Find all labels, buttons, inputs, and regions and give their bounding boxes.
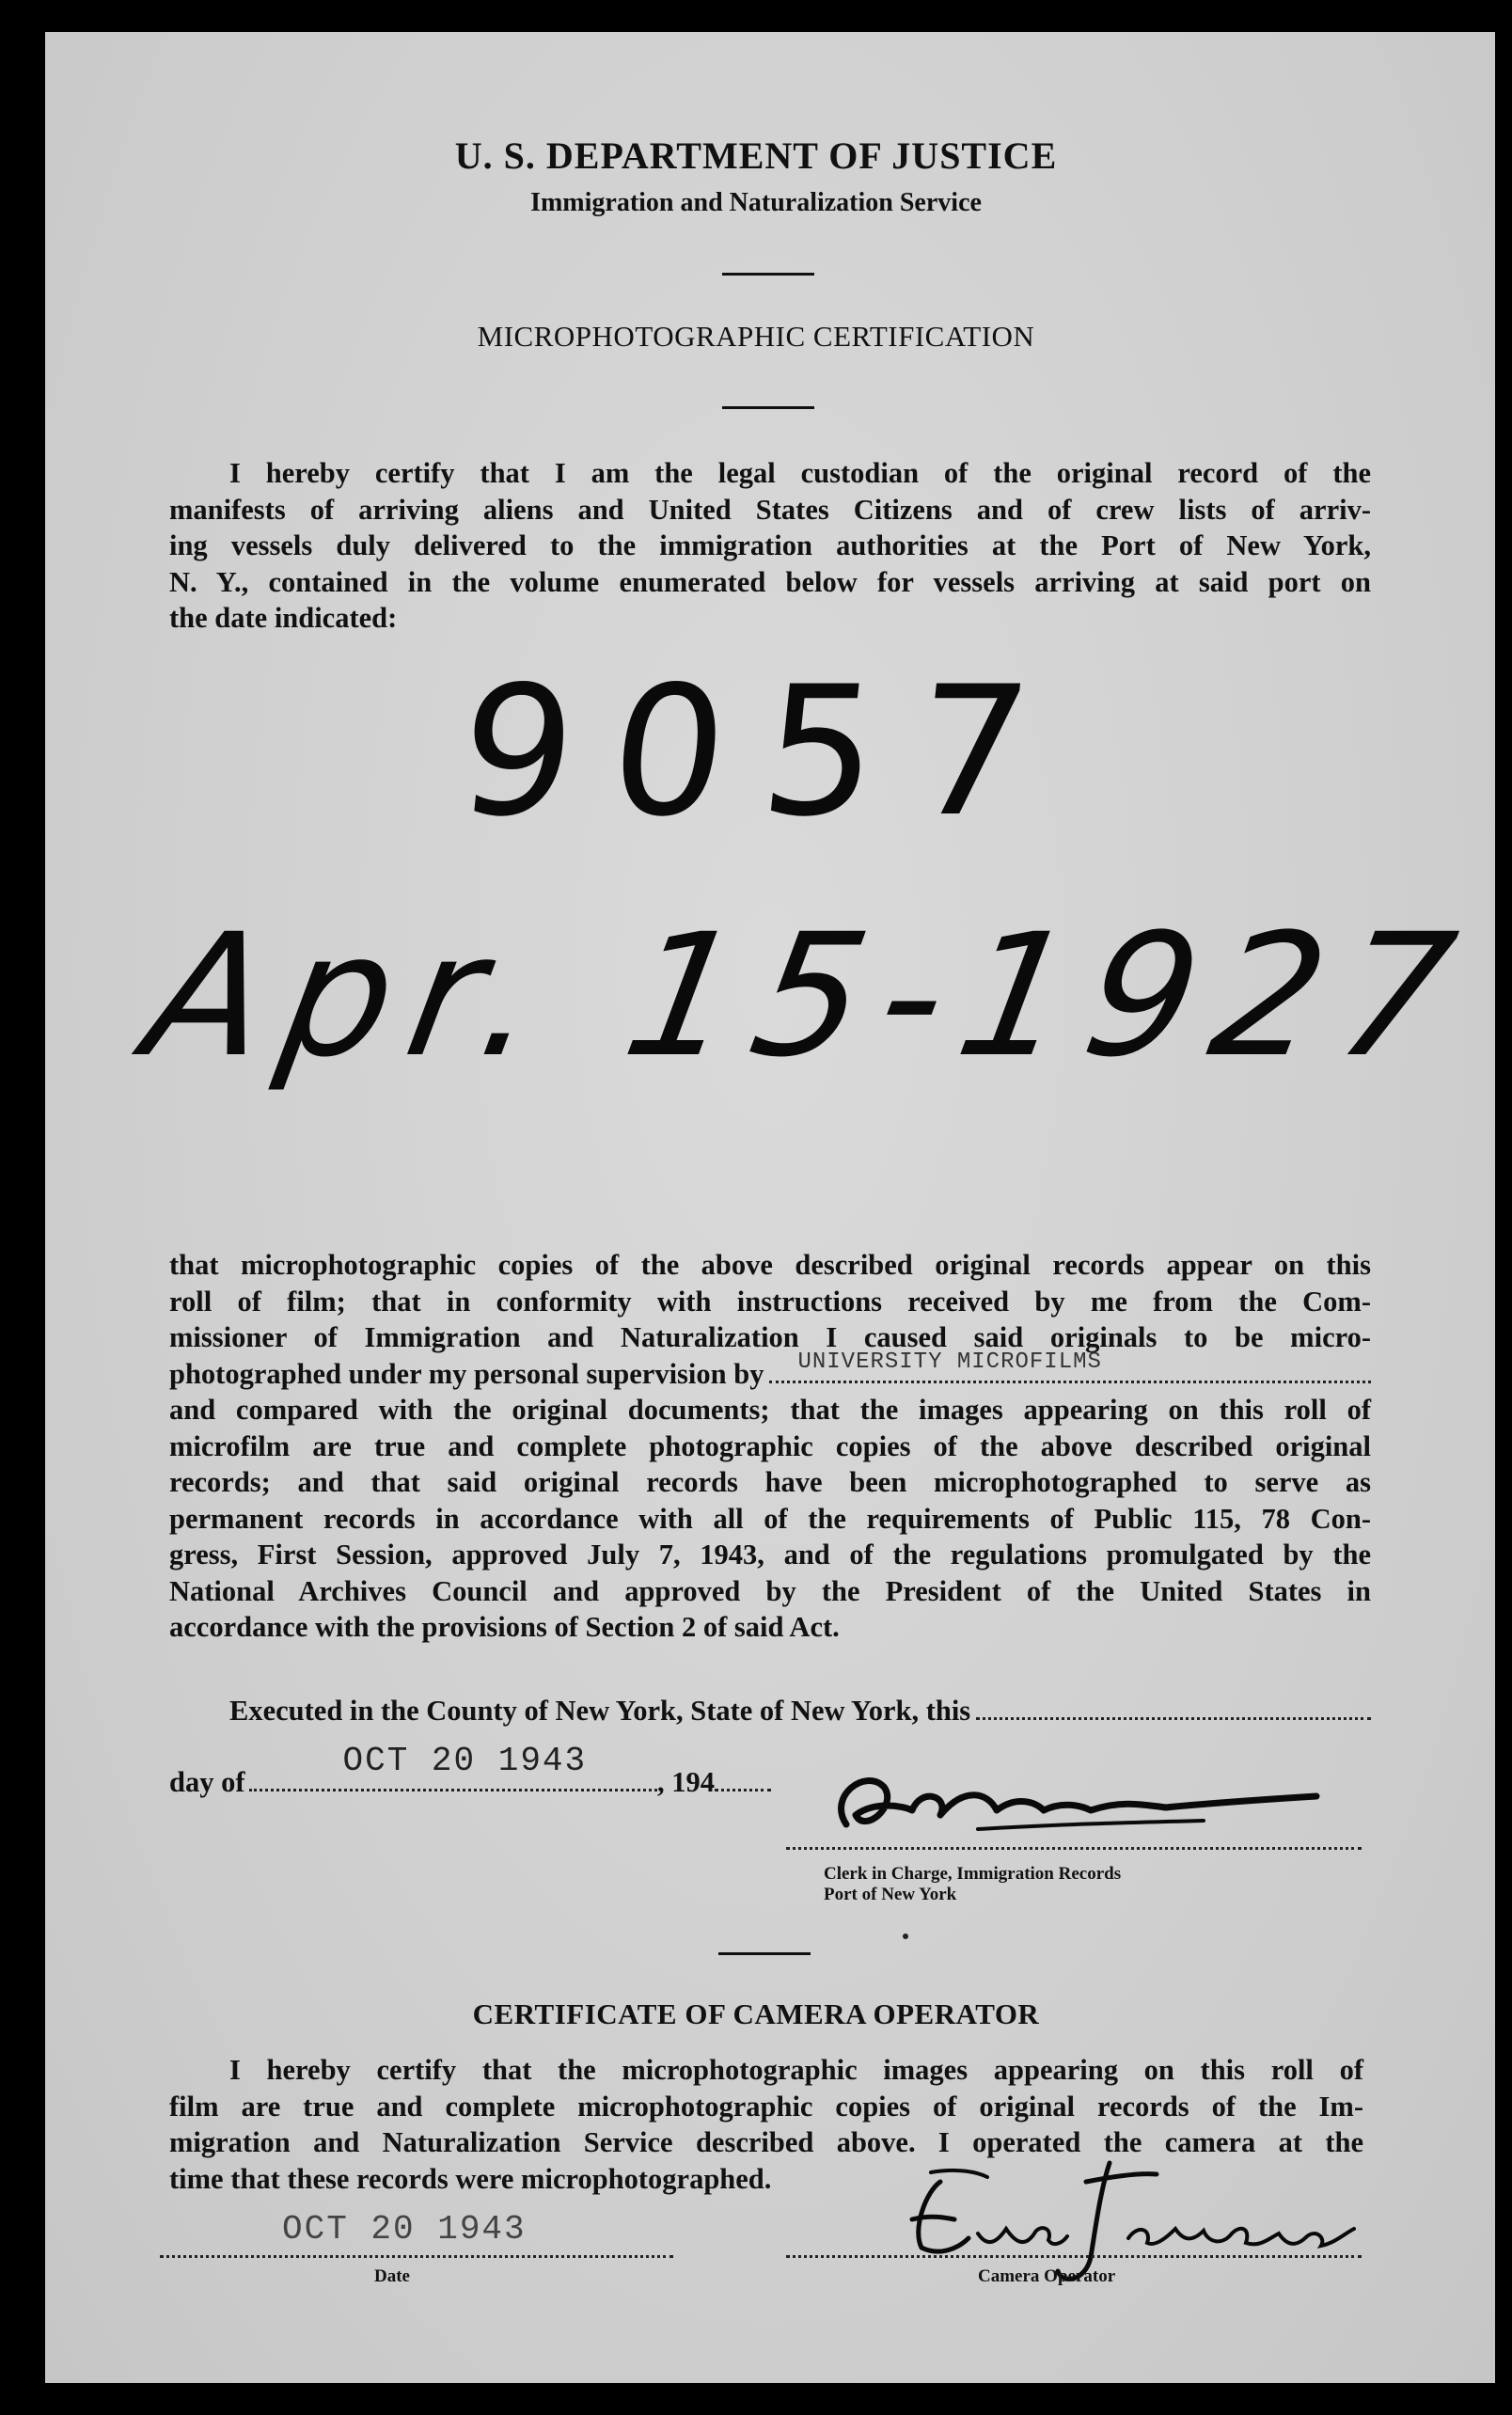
text-line: the date indicated: bbox=[169, 602, 398, 634]
text-line: roll of film; that in conformity with instructions received by me from the Com- bbox=[169, 1285, 1371, 1318]
text-line: National Archives Council and approved by the President of the United States in bbox=[169, 1574, 1371, 1607]
handwritten-volume-number: 9057 bbox=[449, 648, 1078, 856]
stamped-date: OCT 20 1943 bbox=[342, 1742, 588, 1780]
text-line: and compared with the original documents; that the images appearing on this roll of bbox=[169, 1394, 1371, 1426]
year-label: , 194 bbox=[657, 1766, 715, 1798]
text-line: N. Y., contained in the volume enumerated below for vessels arriving at said port on bbox=[169, 565, 1371, 598]
microfilm-company-stamp: UNIVERSITY MICROFILMS bbox=[797, 1349, 1102, 1375]
blank-line bbox=[976, 1698, 1371, 1720]
text-line: accordance with the provisions of Section 2 of said Act. bbox=[169, 1611, 840, 1643]
executed-line bbox=[229, 1693, 1371, 1729]
divider bbox=[722, 406, 814, 409]
department-title: U. S. DEPARTMENT OF JUSTICE bbox=[454, 134, 1058, 177]
camera-operator-heading: CERTIFICATE OF CAMERA OPERATOR bbox=[472, 1997, 1040, 2030]
certification-heading: MICROPHOTOGRAPHIC CERTIFICATION bbox=[477, 320, 1035, 353]
intro-paragraph bbox=[169, 455, 1371, 637]
handwritten-date: Apr. 15-1927 bbox=[133, 898, 1486, 1095]
text-line: permanent records in accordance with all of the requirements of Public 115, 78 Con- bbox=[169, 1502, 1371, 1535]
text-line: film are true and complete microphotographic copies of original records of the Im- bbox=[169, 2090, 1363, 2123]
operator-line bbox=[786, 2255, 1362, 2258]
clerk-title-line1: Clerk in Charge, Immigration Records bbox=[824, 1864, 1122, 1884]
day-of-label: day of bbox=[169, 1766, 245, 1798]
divider bbox=[722, 273, 814, 276]
text-line: gress, First Session, approved July 7, 1943, and of the regulations promulgated by the bbox=[169, 1539, 1371, 1571]
clerk-signature bbox=[809, 1759, 1335, 1853]
operator-label: Camera Operator bbox=[978, 2266, 1116, 2286]
body-paragraph bbox=[169, 1247, 1371, 1646]
dot-mark bbox=[903, 1934, 908, 1939]
text-line: records; and that said original records have been microphotographed to serve as bbox=[169, 1466, 1371, 1498]
text-line: ing vessels duly delivered to the immigration authorities at the Port of New York, bbox=[169, 529, 1371, 561]
text-line: manifests of arriving aliens and United States Citizens and of crew lists of arriv- bbox=[169, 493, 1371, 526]
text-line: missioner of Immigration and Naturalization I caused said originals to be micro- bbox=[169, 1321, 1371, 1353]
clerk-title-line2: Port of New York bbox=[824, 1885, 957, 1904]
text-line: migration and Naturalization Service described above. I operated the camera at the bbox=[169, 2126, 1363, 2158]
executed-text: Executed in the County of New York, State of New York, this bbox=[229, 1695, 971, 1727]
year-blank bbox=[715, 1770, 771, 1792]
date-label: Date bbox=[374, 2266, 410, 2286]
microfilm-company-line bbox=[769, 1349, 1371, 1383]
divider bbox=[718, 1952, 811, 1955]
camera-operator-signature bbox=[874, 2154, 1363, 2295]
text-line: I hereby certify that I am the legal custodian of the original record of the bbox=[229, 457, 1371, 489]
text-segment: photographed under my personal supervision by bbox=[169, 1357, 764, 1390]
text-line bbox=[169, 1349, 1371, 1393]
date-line bbox=[160, 2255, 673, 2258]
day-blank bbox=[249, 1742, 658, 1792]
text-line: microfilm are true and complete photographic copies of the above described original bbox=[169, 1429, 1371, 1462]
day-of-line bbox=[169, 1742, 771, 1801]
clerk-signature-line bbox=[786, 1847, 1362, 1850]
text-line: that microphotographic copies of the above described original records appear on this bbox=[169, 1249, 1371, 1281]
text-line: time that these records were microphotographed. bbox=[169, 2162, 772, 2195]
camera-stamped-date: OCT 20 1943 bbox=[282, 2210, 527, 2249]
service-subtitle: Immigration and Naturalization Service bbox=[530, 188, 982, 217]
text-line: I hereby certify that the microphotographic images appearing on this roll of bbox=[229, 2054, 1363, 2086]
